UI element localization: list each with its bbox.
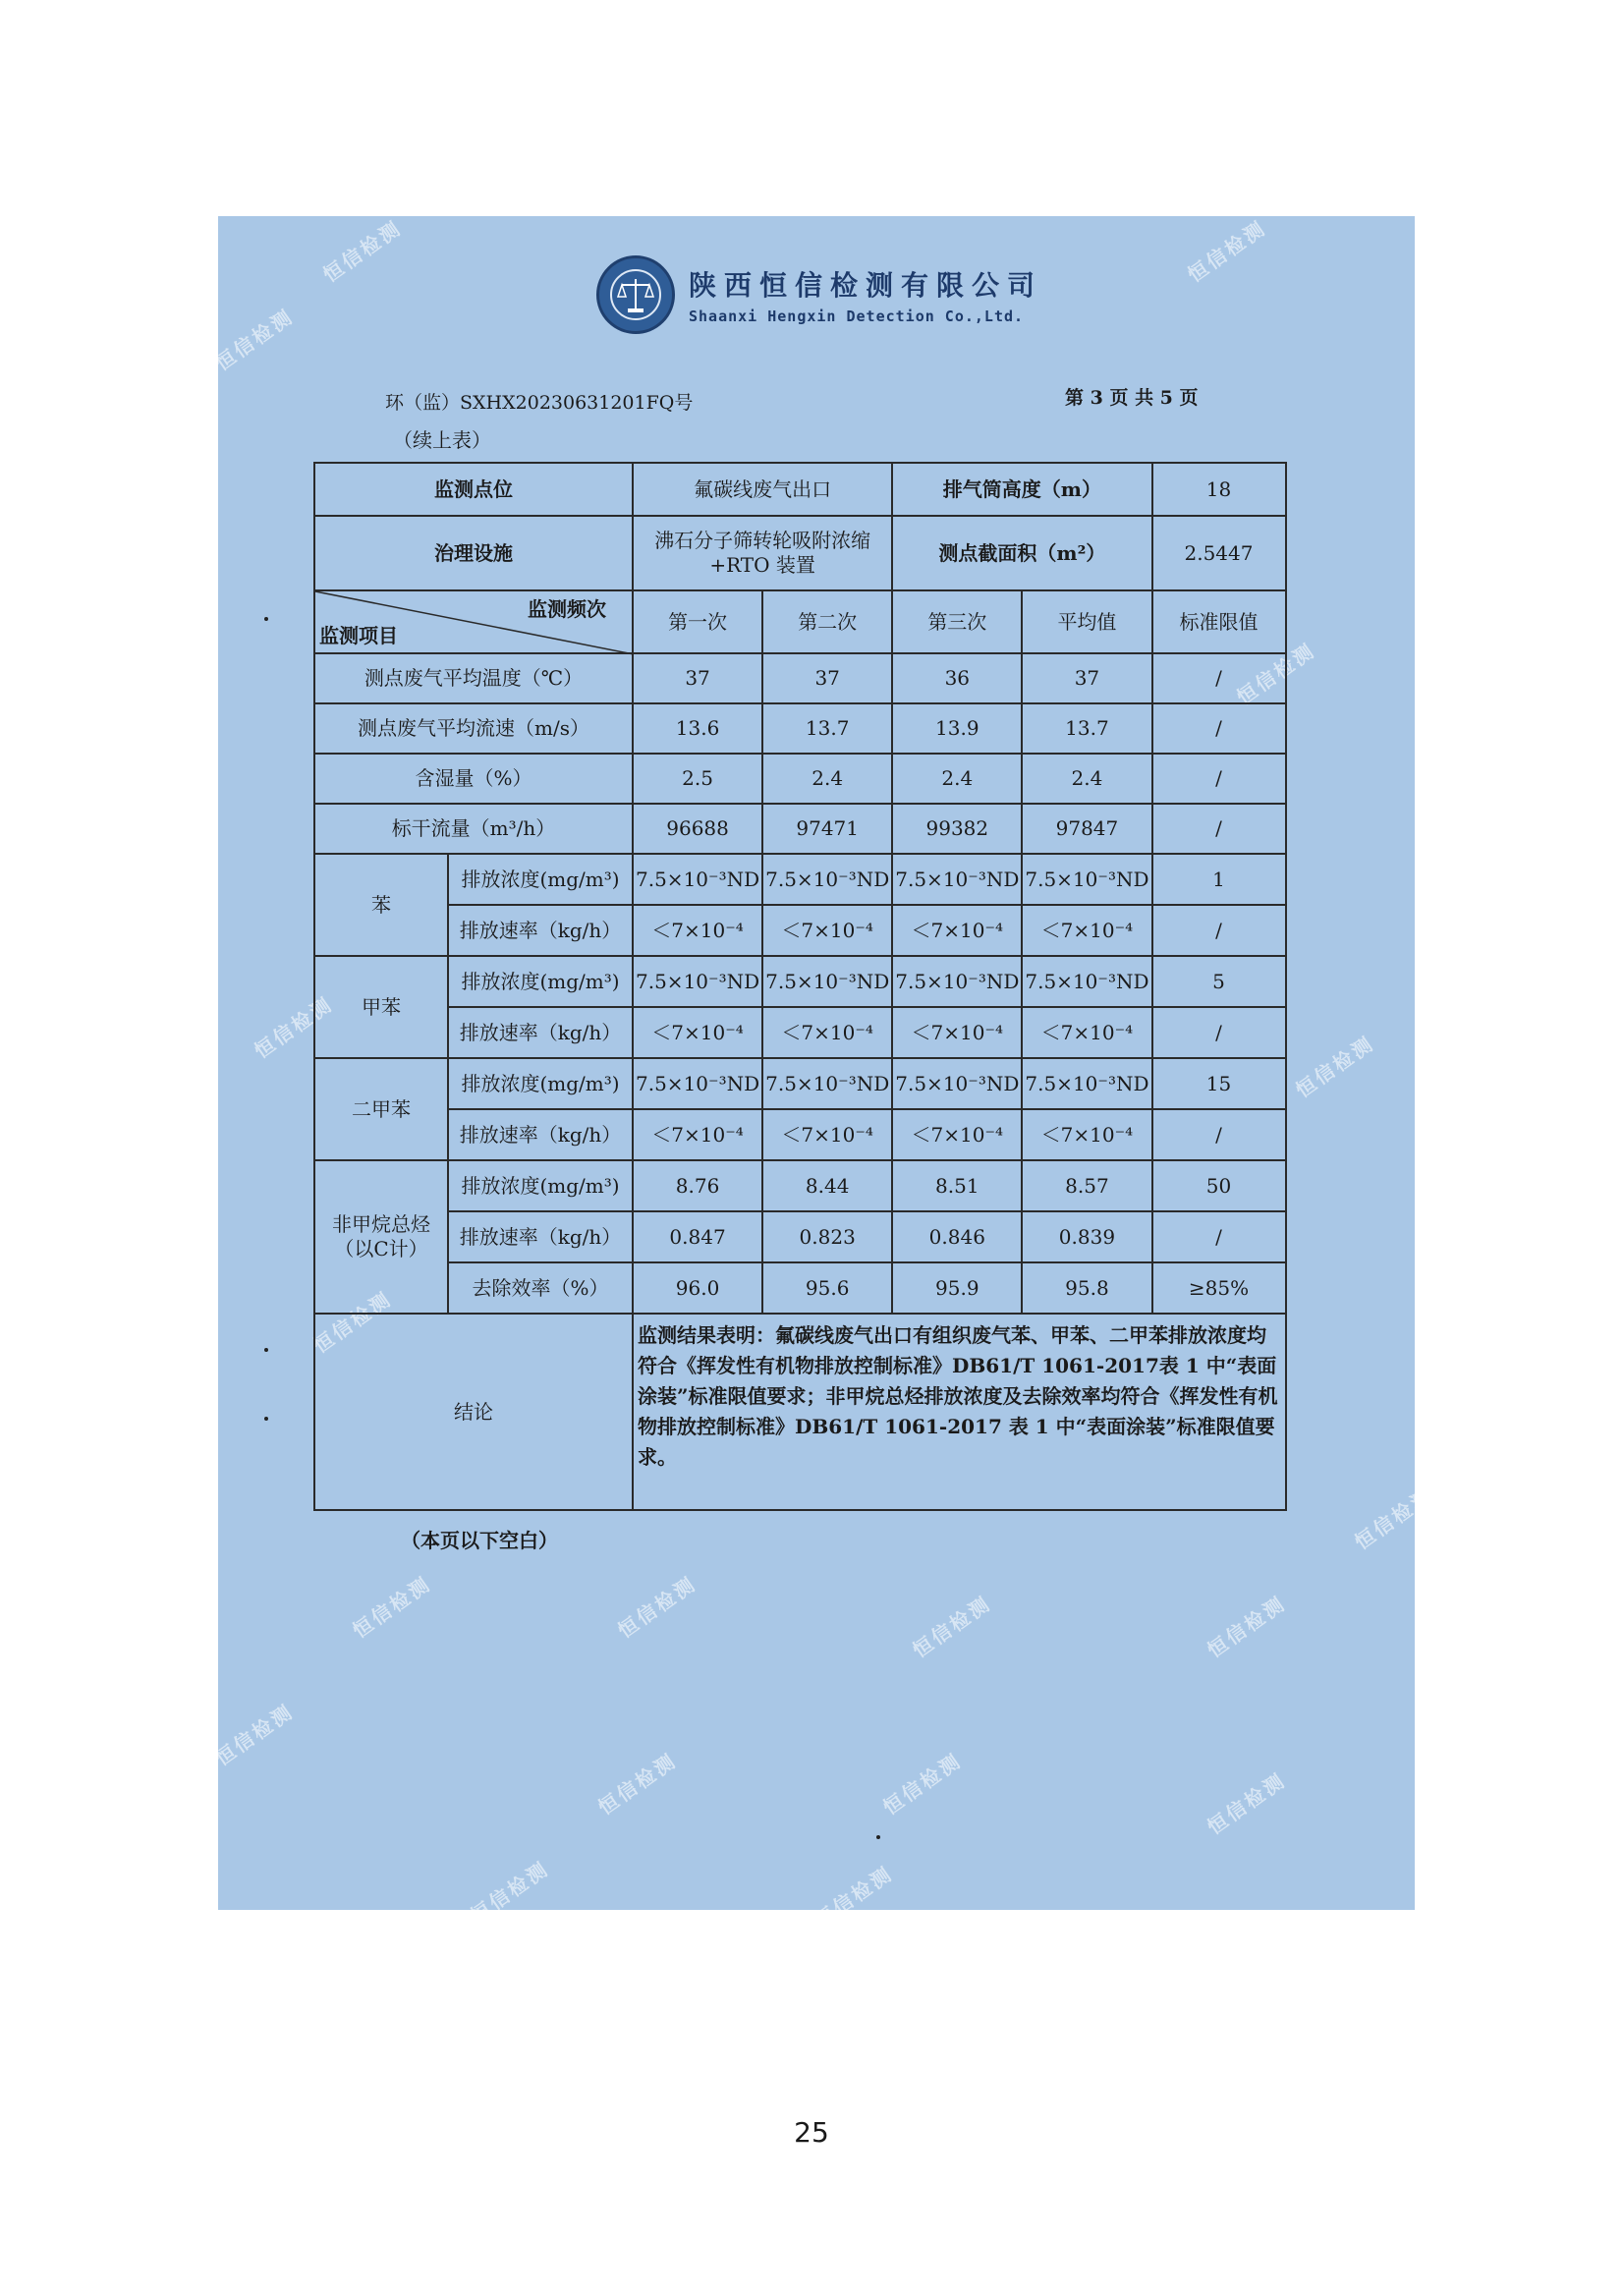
table-cell: 2.4 bbox=[892, 754, 1022, 804]
area-value: 2.5447 bbox=[1152, 516, 1286, 590]
table-cell: 0.846 bbox=[892, 1211, 1022, 1262]
watermark: 恒信检测 bbox=[1203, 1767, 1291, 1839]
table-cell: 8.57 bbox=[1022, 1160, 1151, 1211]
watermark: 恒信检测 bbox=[1183, 215, 1271, 287]
table-cell: 37 bbox=[633, 653, 762, 703]
table-cell: 7.5×10⁻³ND bbox=[1022, 854, 1151, 905]
company-name-en: Shaanxi Hengxin Detection Co.,Ltd. bbox=[689, 308, 1025, 325]
table-cell: 13.9 bbox=[892, 703, 1022, 754]
table-row bbox=[314, 653, 1286, 703]
col-header-3: 第三次 bbox=[892, 590, 1022, 653]
pollutant-name: 甲苯 bbox=[314, 956, 448, 1058]
row-label: 测点废气平均温度（℃） bbox=[314, 653, 633, 703]
stack-height-label: 排气筒高度（m） bbox=[892, 463, 1151, 516]
table-cell: 2.4 bbox=[762, 754, 892, 804]
scan-dot bbox=[264, 1348, 268, 1352]
row-label: 含湿量（%） bbox=[314, 754, 633, 804]
table-row bbox=[314, 1314, 1286, 1510]
pollutant-name bbox=[314, 1160, 448, 1314]
company-name-cn: 陕西恒信检测有限公司 bbox=[689, 269, 1043, 302]
table-cell: 95.9 bbox=[892, 1262, 1022, 1314]
facility-label: 治理设施 bbox=[314, 516, 633, 590]
table-cell: ＜7×10⁻⁴ bbox=[1022, 1007, 1151, 1058]
table-cell: 1 bbox=[1152, 854, 1286, 905]
table-cell: 7.5×10⁻³ND bbox=[892, 956, 1022, 1007]
conclusion-text: 监测结果表明：氟碳线废气出口有组织废气苯、甲苯、二甲苯排放浓度均符合《挥发性有机物排放控制标准》DB61/T 1061-2017表 1 中“表面涂装”标准限值要求；非甲烷总烃排放浓度及去除效率均符合《挥发性有机物排放控制标准》DB61/T 1061-2017 表 1 中“表面涂装”标准限值要求。 bbox=[633, 1314, 1286, 1510]
watermark: 恒信检测 bbox=[466, 1856, 554, 1928]
table-cell: 8.44 bbox=[762, 1160, 892, 1211]
table-cell: ＜7×10⁻⁴ bbox=[892, 1109, 1022, 1160]
scan-dot bbox=[876, 1835, 880, 1839]
table-cell: 99382 bbox=[892, 804, 1022, 854]
table-cell: 13.6 bbox=[633, 703, 762, 754]
watermark: 恒信检测 bbox=[593, 1748, 682, 1820]
table-cell: 97847 bbox=[1022, 804, 1151, 854]
sub-label: 排放速率（kg/h） bbox=[448, 1211, 633, 1262]
table-cell: 37 bbox=[762, 653, 892, 703]
item-label: 监测项目 bbox=[319, 624, 398, 647]
table-cell: 13.7 bbox=[1022, 703, 1151, 754]
table-cell: 2.5 bbox=[633, 754, 762, 804]
table-cell: ＜7×10⁻⁴ bbox=[762, 905, 892, 956]
conclusion-label: 结论 bbox=[314, 1314, 633, 1510]
table-cell: ＜7×10⁻⁴ bbox=[762, 1007, 892, 1058]
sub-label: 排放浓度(mg/m³) bbox=[448, 956, 633, 1007]
table-cell: 0.847 bbox=[633, 1211, 762, 1262]
table-cell: 8.51 bbox=[892, 1160, 1022, 1211]
row-label: 标干流量（m³/h） bbox=[314, 804, 633, 854]
sub-label: 排放速率（kg/h） bbox=[448, 905, 633, 956]
table-row bbox=[314, 1211, 1286, 1262]
sub-label: 排放速率（kg/h） bbox=[448, 1109, 633, 1160]
page-info: 第 3 页 共 5 页 bbox=[1065, 387, 1199, 409]
table-cell: / bbox=[1152, 1211, 1286, 1262]
location-value: 氟碳线废气出口 bbox=[633, 463, 892, 516]
watermark: 恒信检测 bbox=[613, 1571, 701, 1643]
page-number: 25 bbox=[794, 2116, 829, 2149]
pollutant-name: 苯 bbox=[314, 854, 448, 956]
table-row bbox=[314, 754, 1286, 804]
table-cell: ＜7×10⁻⁴ bbox=[1022, 1109, 1151, 1160]
table-cell: / bbox=[1152, 1007, 1286, 1058]
company-logo bbox=[596, 255, 675, 334]
table-cell: ＜7×10⁻⁴ bbox=[892, 905, 1022, 956]
table-cell: 7.5×10⁻³ND bbox=[762, 1058, 892, 1109]
table-cell: 7.5×10⁻³ND bbox=[762, 956, 892, 1007]
watermark: 恒信检测 bbox=[878, 1748, 967, 1820]
sub-label: 排放浓度(mg/m³) bbox=[448, 1058, 633, 1109]
table-row bbox=[314, 1109, 1286, 1160]
facility-value-line2: +RTO 装置 bbox=[709, 553, 815, 577]
table-row bbox=[314, 905, 1286, 956]
watermark: 恒信检测 bbox=[1291, 1031, 1379, 1102]
diagonal-header-cell bbox=[314, 590, 633, 653]
table-cell: / bbox=[1152, 703, 1286, 754]
report-number: 环（监）SXHX20230631201FQ号 bbox=[385, 392, 694, 414]
watermark: 恒信检测 bbox=[318, 215, 407, 287]
table-cell: 7.5×10⁻³ND bbox=[1022, 956, 1151, 1007]
watermark: 恒信检测 bbox=[1232, 638, 1320, 709]
table-cell: 37 bbox=[1022, 653, 1151, 703]
col-header-5: 标准限值 bbox=[1152, 590, 1286, 653]
table-row bbox=[314, 956, 1286, 1007]
table-cell: 7.5×10⁻³ND bbox=[892, 1058, 1022, 1109]
watermark: 恒信检测 bbox=[1350, 1483, 1438, 1554]
facility-value-line1: 沸石分子筛转轮吸附浓缩 bbox=[654, 529, 871, 552]
table-cell: / bbox=[1152, 1109, 1286, 1160]
table-cell: 0.823 bbox=[762, 1211, 892, 1262]
pollutant-name: 二甲苯 bbox=[314, 1058, 448, 1160]
table-row bbox=[314, 463, 1286, 516]
table-cell: 15 bbox=[1152, 1058, 1286, 1109]
sub-label: 去除效率（%） bbox=[448, 1262, 633, 1314]
company-header bbox=[596, 255, 1042, 334]
stack-height-value: 18 bbox=[1152, 463, 1286, 516]
col-header-2: 第二次 bbox=[762, 590, 892, 653]
scan-dot bbox=[264, 1417, 268, 1421]
table-cell: ＜7×10⁻⁴ bbox=[892, 1007, 1022, 1058]
table-row bbox=[314, 1160, 1286, 1211]
table-cell: / bbox=[1152, 905, 1286, 956]
table-cell: ＜7×10⁻⁴ bbox=[633, 1109, 762, 1160]
table-cell: ≥85% bbox=[1152, 1262, 1286, 1314]
table-cell: 97471 bbox=[762, 804, 892, 854]
table-cell: 7.5×10⁻³ND bbox=[762, 854, 892, 905]
watermark: 恒信检测 bbox=[210, 304, 299, 375]
table-row bbox=[314, 516, 1286, 590]
table-cell: 96.0 bbox=[633, 1262, 762, 1314]
blank-note: （本页以下空白） bbox=[401, 1529, 558, 1552]
table-row bbox=[314, 854, 1286, 905]
area-label: 测点截面积（m²） bbox=[892, 516, 1151, 590]
table-cell: 7.5×10⁻³ND bbox=[633, 1058, 762, 1109]
table-cell: ＜7×10⁻⁴ bbox=[633, 1007, 762, 1058]
table-cell: 96688 bbox=[633, 804, 762, 854]
table-cell: 95.8 bbox=[1022, 1262, 1151, 1314]
watermark: 恒信检测 bbox=[308, 1286, 397, 1358]
table-row bbox=[314, 1007, 1286, 1058]
table-cell: 95.6 bbox=[762, 1262, 892, 1314]
watermark: 恒信检测 bbox=[810, 1861, 898, 1932]
continued-note: （续上表） bbox=[393, 428, 491, 452]
watermark: 恒信检测 bbox=[1203, 1591, 1291, 1662]
table-cell: 7.5×10⁻³ND bbox=[633, 854, 762, 905]
sub-label: 排放浓度(mg/m³) bbox=[448, 854, 633, 905]
table-row bbox=[314, 703, 1286, 754]
table-cell: 0.839 bbox=[1022, 1211, 1151, 1262]
table-cell: 8.76 bbox=[633, 1160, 762, 1211]
sub-label: 排放浓度(mg/m³) bbox=[448, 1160, 633, 1211]
table-cell: / bbox=[1152, 754, 1286, 804]
pollutant-name-line1: 非甲烷总烃 bbox=[332, 1212, 430, 1236]
sub-label: 排放速率（kg/h） bbox=[448, 1007, 633, 1058]
scan-dot bbox=[264, 617, 268, 621]
watermark: 恒信检测 bbox=[210, 1699, 299, 1770]
table-row bbox=[314, 1262, 1286, 1314]
table-cell: 13.7 bbox=[762, 703, 892, 754]
table-cell: 7.5×10⁻³ND bbox=[1022, 1058, 1151, 1109]
row-label: 测点废气平均流速（m/s） bbox=[314, 703, 633, 754]
watermark: 恒信检测 bbox=[908, 1591, 996, 1662]
facility-value bbox=[633, 516, 892, 590]
scanned-report-sheet bbox=[210, 215, 1438, 1932]
col-header-1: 第一次 bbox=[633, 590, 762, 653]
table-cell: 2.4 bbox=[1022, 754, 1151, 804]
table-cell: / bbox=[1152, 804, 1286, 854]
table-row bbox=[314, 590, 1286, 653]
table-cell: 5 bbox=[1152, 956, 1286, 1007]
table-cell: ＜7×10⁻⁴ bbox=[762, 1109, 892, 1160]
table-cell: 36 bbox=[892, 653, 1022, 703]
table-cell: / bbox=[1152, 653, 1286, 703]
table-cell: 50 bbox=[1152, 1160, 1286, 1211]
table-cell: ＜7×10⁻⁴ bbox=[633, 905, 762, 956]
watermark: 恒信检测 bbox=[250, 991, 338, 1063]
location-label: 监测点位 bbox=[314, 463, 633, 516]
table-row bbox=[314, 1058, 1286, 1109]
table-cell: ＜7×10⁻⁴ bbox=[1022, 905, 1151, 956]
table-cell: 7.5×10⁻³ND bbox=[892, 854, 1022, 905]
col-header-4: 平均值 bbox=[1022, 590, 1151, 653]
scales-icon bbox=[608, 267, 663, 322]
monitoring-results-table bbox=[313, 462, 1287, 1511]
table-row bbox=[314, 804, 1286, 854]
table-cell: 7.5×10⁻³ND bbox=[633, 956, 762, 1007]
watermark: 恒信检测 bbox=[348, 1571, 436, 1643]
frequency-label: 监测频次 bbox=[528, 597, 606, 621]
pollutant-name-line2: （以C计） bbox=[334, 1237, 428, 1260]
